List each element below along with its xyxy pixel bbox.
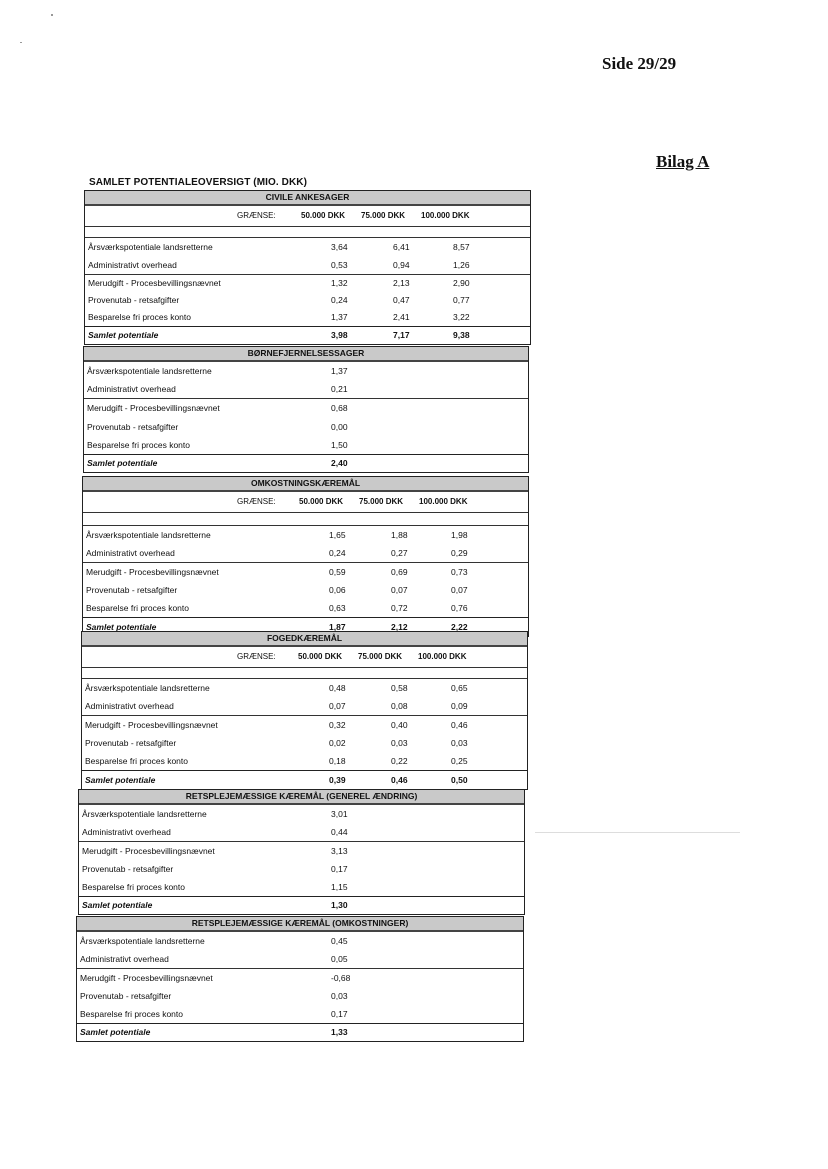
table-row	[82, 679, 527, 697]
row-label: Provenutab - retsafgifter	[85, 738, 177, 748]
row-value: 3,01	[331, 809, 348, 819]
section-table	[83, 346, 529, 473]
total-value: 3,98	[331, 330, 348, 340]
table-row	[85, 275, 530, 292]
row-label: Merudgift - Procesbevillingsnævnet	[82, 846, 215, 856]
row-value: 1,88	[391, 530, 408, 540]
table-row	[77, 987, 523, 1005]
row-value: 0,03	[391, 738, 408, 748]
table-row	[82, 752, 527, 770]
row-value: 0,47	[393, 295, 410, 305]
table-row	[82, 734, 527, 752]
table-row	[79, 805, 524, 823]
row-value: 1,98	[451, 530, 468, 540]
document-title: SAMLET POTENTIALEOVERSIGT (MIO. DKK)	[89, 177, 308, 188]
row-value: 1,15	[331, 882, 348, 892]
row-value: 0,32	[329, 720, 346, 730]
row-label: Årsværkspotentiale landsretterne	[80, 936, 205, 946]
row-label: Merudgift - Procesbevillingsnævnet	[88, 278, 221, 288]
table-row	[83, 599, 528, 617]
row-label: Administrativt overhead	[87, 384, 176, 394]
row-value: 0,09	[451, 701, 468, 711]
total-value: 0,46	[391, 775, 408, 785]
total-label: Samlet potentiale	[88, 330, 159, 340]
row-label: Besparelse fri proces konto	[85, 756, 188, 766]
row-label: Årsværkspotentiale landsretterne	[88, 242, 213, 252]
table-row	[84, 380, 528, 399]
row-value: 0,46	[451, 720, 468, 730]
row-label: Administrativt overhead	[88, 260, 177, 270]
row-value: 0,69	[391, 567, 408, 577]
table-row	[85, 238, 530, 256]
total-value: 9,38	[453, 330, 470, 340]
row-value: 0,45	[331, 936, 348, 946]
table-row	[83, 563, 528, 581]
table-row	[84, 399, 528, 418]
section-heading: OMKOSTNINGSKÆREMÅL	[83, 477, 528, 492]
total-value: 2,12	[391, 622, 408, 632]
scan-speck	[51, 14, 53, 16]
table-row	[85, 292, 530, 309]
scan-speck	[20, 42, 22, 43]
row-value: 0,06	[329, 585, 346, 595]
table-row	[77, 969, 523, 987]
table-row	[85, 256, 530, 275]
row-value: 1,65	[329, 530, 346, 540]
scan-artifact-line	[535, 832, 740, 833]
table-row	[83, 526, 528, 544]
row-value: 0,07	[391, 585, 408, 595]
limit-value: 50.000 DKK	[298, 652, 343, 661]
total-value: 0,50	[451, 775, 468, 785]
row-value: 2,90	[453, 278, 470, 288]
table-row	[84, 436, 528, 454]
row-label: Provenutab - retsafgifter	[86, 585, 178, 595]
row-value: 0,24	[329, 548, 346, 558]
row-value: 1,26	[453, 260, 470, 270]
row-value: 0,00	[331, 422, 348, 432]
limit-row	[83, 492, 528, 513]
limit-value: 75.000 DKK	[361, 211, 406, 220]
table-row	[79, 823, 524, 842]
row-value: 0,22	[391, 756, 408, 766]
total-label: Samlet potentiale	[80, 1027, 151, 1037]
spacer	[82, 668, 527, 679]
row-value: 3,22	[453, 312, 470, 322]
row-value: 0,24	[331, 295, 348, 305]
row-label: Besparelse fri proces konto	[88, 312, 191, 322]
total-row	[77, 1023, 523, 1041]
table-row	[82, 716, 527, 734]
row-label: Provenutab - retsafgifter	[87, 422, 179, 432]
row-value: 0,53	[331, 260, 348, 270]
row-value: 0,72	[391, 603, 408, 613]
annex-label: Bilag A	[656, 152, 710, 171]
table-row	[79, 842, 524, 860]
row-value: 0,21	[331, 384, 348, 394]
table-row	[77, 932, 523, 950]
total-row	[84, 454, 528, 472]
row-label: Administrativt overhead	[80, 954, 169, 964]
row-value: 0,18	[329, 756, 346, 766]
spacer	[85, 227, 530, 238]
row-value: -0,68	[331, 973, 351, 983]
total-value: 2,22	[451, 622, 468, 632]
table-row	[79, 860, 524, 878]
limit-label: GRÆNSE:	[237, 497, 276, 506]
spacer	[83, 513, 528, 526]
row-value: 0,27	[391, 548, 408, 558]
section-table	[84, 190, 531, 345]
row-label: Besparelse fri proces konto	[87, 440, 190, 450]
row-value: 1,32	[331, 278, 348, 288]
row-value: 1,50	[331, 440, 348, 450]
table-row	[84, 418, 528, 436]
section-heading: FOGEDKÆREMÅL	[82, 632, 527, 647]
section-table	[82, 476, 529, 637]
total-value: 1,33	[331, 1027, 348, 1037]
row-value: 0,76	[451, 603, 468, 613]
row-label: Administrativt overhead	[86, 548, 175, 558]
row-value: 0,59	[329, 567, 346, 577]
row-label: Administrativt overhead	[85, 701, 174, 711]
total-label: Samlet potentiale	[86, 622, 157, 632]
row-value: 0,29	[451, 548, 468, 558]
section-heading: CIVILE ANKESAGER	[85, 191, 530, 206]
limit-label: GRÆNSE:	[237, 652, 276, 661]
table-row	[82, 697, 527, 716]
total-label: Samlet potentiale	[87, 458, 158, 468]
section-table	[78, 789, 525, 915]
table-row	[85, 309, 530, 326]
table-row	[77, 1005, 523, 1023]
row-value: 3,64	[331, 242, 348, 252]
section-heading: RETSPLEJEMÆSSIGE KÆREMÅL (GENEREL ÆNDRING)	[79, 790, 524, 805]
row-value: 2,13	[393, 278, 410, 288]
row-label: Provenutab - retsafgifter	[88, 295, 180, 305]
row-value: 0,65	[451, 683, 468, 693]
page-number: Side 29/29	[602, 54, 677, 73]
row-value: 0,02	[329, 738, 346, 748]
row-label: Merudgift - Procesbevillingsnævnet	[87, 403, 220, 413]
total-label: Samlet potentiale	[82, 900, 153, 910]
row-label: Merudgift - Procesbevillingsnævnet	[85, 720, 218, 730]
row-value: 0,40	[391, 720, 408, 730]
row-value: 0,48	[329, 683, 346, 693]
total-value: 7,17	[393, 330, 410, 340]
table-row	[83, 581, 528, 599]
limit-row	[85, 206, 530, 227]
row-value: 6,41	[393, 242, 410, 252]
section-table	[81, 631, 528, 790]
row-value: 3,13	[331, 846, 348, 856]
row-label: Årsværkspotentiale landsretterne	[82, 809, 207, 819]
row-label: Årsværkspotentiale landsretterne	[85, 683, 210, 693]
row-label: Provenutab - retsafgifter	[80, 991, 172, 1001]
row-value: 1,37	[331, 312, 348, 322]
row-value: 0,07	[451, 585, 468, 595]
row-value: 0,58	[391, 683, 408, 693]
row-value: 0,08	[391, 701, 408, 711]
row-value: 0,25	[451, 756, 468, 766]
row-label: Årsværkspotentiale landsretterne	[87, 366, 212, 376]
row-value: 0,94	[393, 260, 410, 270]
total-row	[82, 770, 527, 789]
limit-value: 75.000 DKK	[358, 652, 403, 661]
total-value: 1,87	[329, 622, 346, 632]
total-value: 0,39	[329, 775, 346, 785]
limit-value: 75.000 DKK	[359, 497, 404, 506]
section-table	[76, 916, 524, 1042]
table-row	[79, 878, 524, 896]
table-row	[83, 544, 528, 563]
row-label: Besparelse fri proces konto	[80, 1009, 183, 1019]
row-value: 0,05	[331, 954, 348, 964]
row-label: Merudgift - Procesbevillingsnævnet	[86, 567, 219, 577]
limit-value: 100.000 DKK	[418, 652, 467, 661]
section-heading: RETSPLEJEMÆSSIGE KÆREMÅL (OMKOSTNINGER)	[77, 917, 523, 932]
total-value: 1,30	[331, 900, 348, 910]
row-label: Merudgift - Procesbevillingsnævnet	[80, 973, 213, 983]
row-value: 0,44	[331, 827, 348, 837]
section-heading: BØRNEFJERNELSESSAGER	[84, 347, 528, 362]
table-row	[77, 950, 523, 969]
row-value: 0,73	[451, 567, 468, 577]
row-value: 0,03	[331, 991, 348, 1001]
row-label: Besparelse fri proces konto	[86, 603, 189, 613]
row-value: 0,77	[453, 295, 470, 305]
row-value: 0,03	[451, 738, 468, 748]
limit-label: GRÆNSE:	[237, 211, 276, 220]
row-value: 0,68	[331, 403, 348, 413]
total-row	[79, 896, 524, 914]
limit-row	[82, 647, 527, 668]
row-value: 0,63	[329, 603, 346, 613]
total-row	[85, 326, 530, 344]
table-row	[84, 362, 528, 380]
row-label: Provenutab - retsafgifter	[82, 864, 174, 874]
row-value: 1,37	[331, 366, 348, 376]
limit-value: 50.000 DKK	[301, 211, 346, 220]
total-value: 2,40	[331, 458, 348, 468]
row-value: 0,07	[329, 701, 346, 711]
row-label: Årsværkspotentiale landsretterne	[86, 530, 211, 540]
limit-value: 100.000 DKK	[419, 497, 468, 506]
limit-value: 50.000 DKK	[299, 497, 344, 506]
row-value: 0,17	[331, 1009, 348, 1019]
row-label: Administrativt overhead	[82, 827, 171, 837]
row-label: Besparelse fri proces konto	[82, 882, 185, 892]
limit-value: 100.000 DKK	[421, 211, 470, 220]
total-label: Samlet potentiale	[85, 775, 156, 785]
row-value: 8,57	[453, 242, 470, 252]
row-value: 0,17	[331, 864, 348, 874]
row-value: 2,41	[393, 312, 410, 322]
